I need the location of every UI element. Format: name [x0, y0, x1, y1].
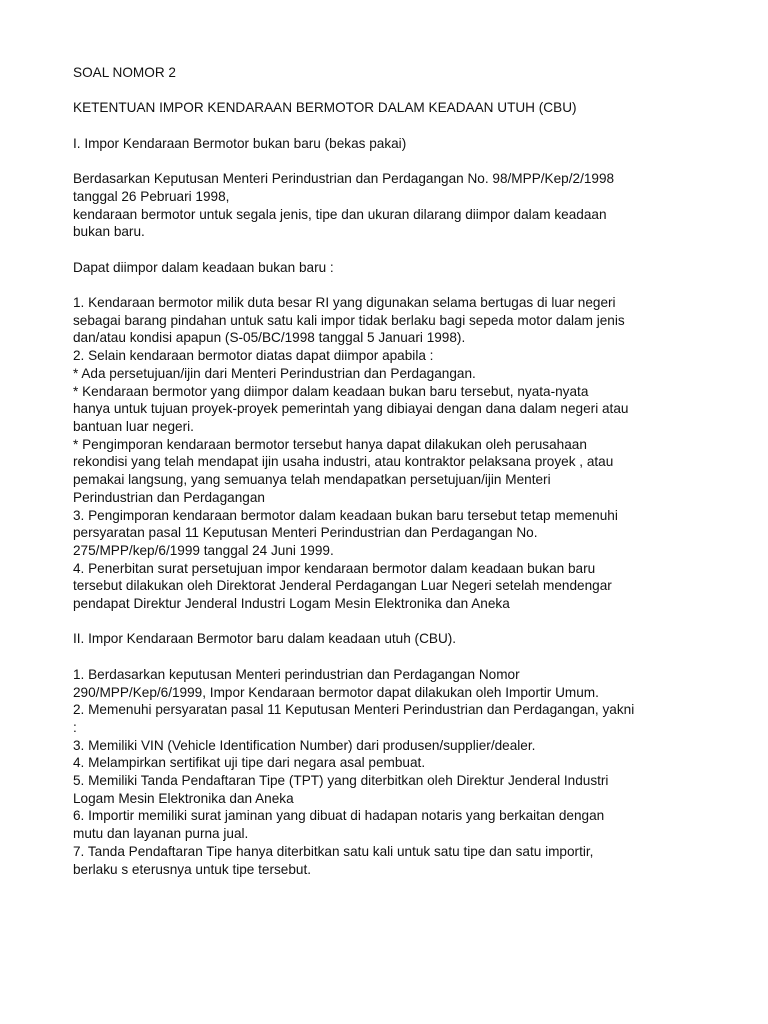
- text-line: kendaraan bermotor untuk segala jenis, tipe dan ukuran dilarang diimpor dalam keadaan: [73, 206, 607, 222]
- text-line: bantuan luar negeri.: [73, 418, 194, 434]
- spacer: [73, 241, 673, 259]
- text-line: 3. Memiliki VIN (Vehicle Identification Number) dari produsen/supplier/dealer.: [73, 737, 536, 753]
- text-line: 2. Memenuhi persyaratan pasal 11 Keputusan Menteri Perindustrian dan Perdagangan, yakni: [73, 702, 635, 718]
- text-line: 290/MPP/Kep/6/1999, Impor Kendaraan bermotor dapat dilakukan oleh Importir Umum.: [73, 684, 599, 700]
- text-line: Logam Mesin Elektronika dan Aneka: [73, 790, 294, 806]
- text-line: dan/atau kondisi apapun (S-05/BC/1998 tanggal 5 Januari 1998).: [73, 330, 466, 346]
- text-line: 6. Importir memiliki surat jaminan yang dibuat di hadapan notaris yang berkaitan dengan: [73, 808, 605, 824]
- text-line: berlaku s eterusnya untuk tipe tersebut.: [73, 861, 312, 877]
- text-line: hanya untuk tujuan proyek-proyek pemerintah yang dibiayai dengan dana dalam negeri atau: [73, 401, 629, 417]
- text-line: 275/MPP/kep/6/1999 tanggal 24 Juni 1999.: [73, 542, 334, 558]
- section1-subheading: Dapat diimpor dalam keadaan bukan baru :: [73, 259, 334, 275]
- spacer: [73, 152, 673, 170]
- text-line: 2. Selain kendaraan bermotor diatas dapat diimpor apabila :: [73, 348, 434, 364]
- document-page: [73, 64, 673, 878]
- text-line: * Ada persetujuan/ijin dari Menteri Perindustrian dan Perdagangan.: [73, 365, 476, 381]
- text-line: bukan baru.: [73, 224, 145, 240]
- text-line: :: [73, 719, 77, 735]
- spacer: [73, 117, 673, 135]
- section2-heading: II. Impor Kendaraan Bermotor baru dalam keadaan utuh (CBU).: [73, 631, 457, 647]
- document-heading: KETENTUAN IMPOR KENDARAAN BERMOTOR DALAM KEADAAN UTUH (CBU): [73, 100, 577, 116]
- text-line: * Pengimporan kendaraan bermotor tersebut hanya dapat dilakukan oleh perusahaan: [73, 436, 587, 452]
- document-title: SOAL NOMOR 2: [73, 65, 176, 80]
- text-line: sebagai barang pindahan untuk satu kali impor tidak berlaku bagi sepeda motor dalam jenis: [73, 312, 625, 328]
- text-line: persyaratan pasal 11 Keputusan Menteri Perindustrian dan Perdagangan No.: [73, 525, 538, 541]
- text-line: tanggal 26 Pebruari 1998,: [73, 188, 230, 204]
- text-line: Perindustrian dan Perdagangan: [73, 489, 265, 505]
- text-line: pemakai langsung, yang semuanya telah mendapatkan persetujuan/ijin Menteri: [73, 472, 551, 488]
- section2-body: [73, 666, 673, 878]
- text-line: 4. Penerbitan surat persetujuan impor kendaraan bermotor dalam keadaan bukan baru: [73, 560, 596, 576]
- text-line: * Kendaraan bermotor yang diimpor dalam keadaan bukan baru tersebut, nyata-nyata: [73, 383, 589, 399]
- section1-body: [73, 294, 673, 613]
- spacer: [73, 82, 673, 100]
- text-line: 7. Tanda Pendaftaran Tipe hanya diterbitkan satu kali untuk satu tipe dan satu importir,: [73, 843, 594, 859]
- text-line: tersebut dilakukan oleh Direktorat Jenderal Perdagangan Luar Negeri setelah mendengar: [73, 578, 612, 594]
- text-line: pendapat Direktur Jenderal Industri Logam Mesin Elektronika dan Aneka: [73, 596, 510, 612]
- spacer: [73, 648, 673, 666]
- text-line: mutu dan layanan purna jual.: [73, 826, 249, 842]
- text-line: rekondisi yang telah mendapat ijin usaha industri, atau kontraktor pelaksana proyek , atau: [73, 454, 614, 470]
- text-line: 1. Kendaraan bermotor milik duta besar RI yang digunakan selama bertugas di luar negeri: [73, 295, 616, 311]
- text-line: Berdasarkan Keputusan Menteri Perindustrian dan Perdagangan No. 98/MPP/Kep/2/1998: [73, 171, 615, 187]
- text-line: 5. Memiliki Tanda Pendaftaran Tipe (TPT) yang diterbitkan oleh Direktur Jenderal Industri: [73, 773, 609, 789]
- section1-intro: [73, 170, 673, 241]
- spacer: [73, 613, 673, 631]
- text-line: 1. Berdasarkan keputusan Menteri perindustrian dan Perdagangan Nomor: [73, 666, 520, 682]
- text-line: 4. Melampirkan sertifikat uji tipe dari negara asal pembuat.: [73, 755, 426, 771]
- spacer: [73, 276, 673, 294]
- section1-heading: I. Impor Kendaraan Bermotor bukan baru (bekas pakai): [73, 135, 407, 151]
- text-line: 3. Pengimporan kendaraan bermotor dalam keadaan bukan baru tersebut tetap memenuhi: [73, 507, 618, 523]
